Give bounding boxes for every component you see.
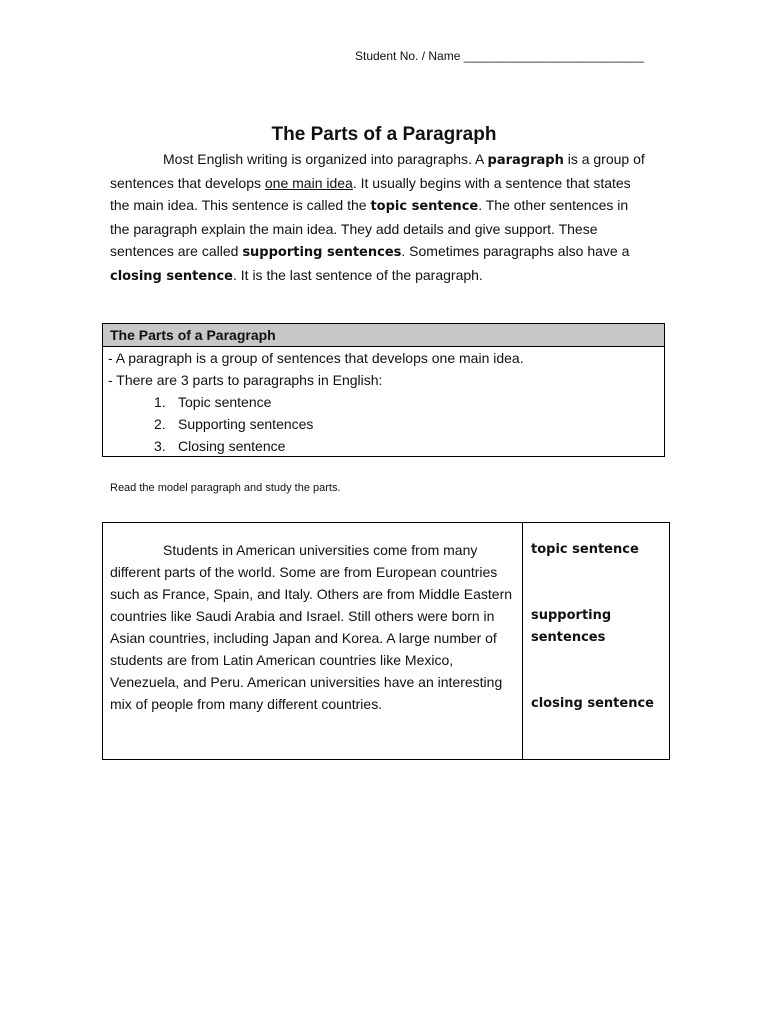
list-text: Closing sentence: [178, 438, 286, 454]
intro-text: is a group of sentences that develops: [110, 151, 645, 191]
intro-text: . The other sentences in the paragraph explain the main idea. They add details and give support. These sentences are called: [110, 197, 629, 259]
student-name-line: Student No. / Name ___________________________: [355, 49, 644, 63]
list-number: 3.: [154, 438, 166, 454]
label-supporting-sentences: [531, 605, 611, 649]
page-title: The Parts of a Paragraph: [271, 124, 497, 145]
summary-body: [103, 347, 664, 457]
list-text: Supporting sentences: [178, 416, 314, 432]
intro-text: . It usually begins with a sentence that states the main idea. This sentence is called the: [110, 175, 631, 213]
term-closing-sentence: closing sentence: [110, 269, 233, 284]
intro-text: . It is the last sentence of the paragraph.: [233, 267, 483, 283]
term-topic-sentence: topic sentence: [370, 199, 479, 214]
list-item: [108, 413, 664, 435]
summary-box: [102, 323, 665, 457]
term-supporting-sentences: supporting sentences: [242, 245, 402, 260]
summary-line: - A paragraph is a group of sentences that develops one main idea.: [108, 350, 524, 366]
parts-list: [108, 391, 664, 457]
intro-text: Most English writing is organized into paragraphs. A: [163, 151, 488, 167]
model-paragraph-box: [102, 522, 670, 760]
label-line: supporting: [531, 608, 612, 623]
label-topic-sentence: topic sentence: [531, 542, 639, 557]
intro-paragraph: [110, 148, 650, 288]
intro-text: . Sometimes paragraphs also have a: [401, 243, 630, 259]
list-number: 2.: [154, 416, 166, 432]
summary-heading: The Parts of a Paragraph: [103, 324, 664, 347]
list-text: Topic sentence: [178, 394, 272, 410]
list-item: [108, 391, 664, 413]
list-number: 1.: [154, 394, 166, 410]
term-paragraph: paragraph: [487, 153, 564, 168]
model-paragraph: [110, 539, 514, 715]
underlined-main-idea: one main idea: [264, 175, 353, 191]
list-item: [108, 435, 664, 457]
instruction-text: Read the model paragraph and study the parts.: [110, 482, 341, 494]
summary-line: - There are 3 parts to paragraphs in English:: [108, 372, 383, 388]
column-divider: [522, 523, 523, 759]
label-closing-sentence: closing sentence: [531, 696, 654, 711]
model-paragraph-text: Students in American universities come from many different parts of the world. Some are from European countries such as France, Spain, and Italy. Others are from Middle Eastern countries like Saudi Arabia and Israel. Still others were born in Asian countries, including Japan and Korea. A large number of students are from Latin American countries like Mexico, Venezuela, and Peru. American universities have an interesting mix of people from many different countries.: [110, 542, 513, 712]
label-line: sentences: [531, 630, 606, 645]
